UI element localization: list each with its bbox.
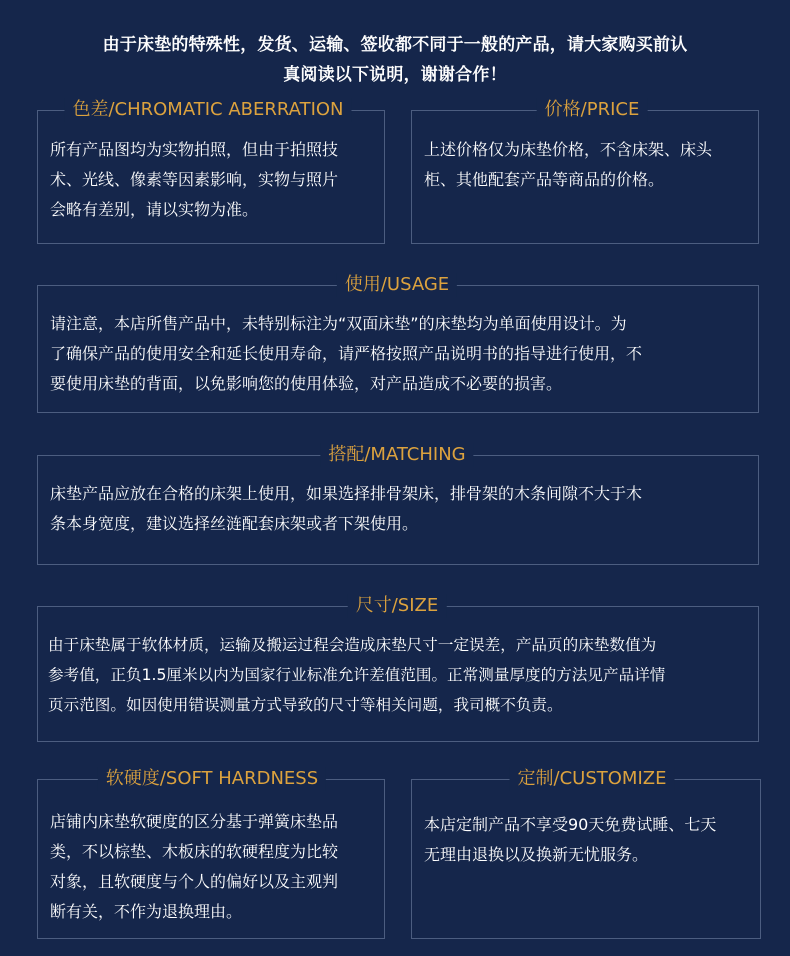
section-hardness — [37, 768, 385, 939]
section-body-usage — [50, 309, 750, 399]
section-title-chromatic: 色差/CHROMATIC ABERRATION — [64, 98, 351, 122]
section-size — [37, 595, 759, 742]
text-line: 了确保产品的使用安全和延长使用寿命，请严格按照产品说明书的指导进行使用，不 — [50, 344, 643, 363]
text-line: 所有产品图均为实物拍照，但由于拍照技 — [50, 140, 339, 159]
section-title-price: 价格/PRICE — [537, 98, 648, 122]
text-line: 本店定制产品不享受90天免费试睡、七天 — [424, 815, 717, 834]
text-line: 无理由退换以及换新无忧服务。 — [424, 845, 649, 864]
text-line: 断有关，不作为退换理由。 — [50, 902, 243, 921]
intro-line-2: 真阅读以下说明，谢谢合作！ — [283, 65, 507, 85]
text-line: 要使用床垫的背面，以免影响您的使用体验，对产品造成不必要的损害。 — [50, 374, 563, 393]
section-price — [411, 99, 759, 244]
text-line: 类，不以棕垫、木板床的软硬程度为比较 — [50, 842, 339, 861]
section-title-hardness: 软硬度/SOFT HARDNESS — [98, 767, 326, 791]
section-body-price — [424, 135, 750, 195]
text-line: 店铺内床垫软硬度的区分基于弹簧床垫品 — [50, 812, 339, 831]
intro-notice — [0, 30, 790, 90]
section-matching — [37, 444, 759, 565]
text-line: 条本身宽度，建议选择丝涟配套床架或者下架使用。 — [50, 514, 419, 533]
text-line: 对象，且软硬度与个人的偏好以及主观判 — [50, 872, 339, 891]
section-chromatic — [37, 99, 385, 244]
text-line: 床垫产品应放在合格的床架上使用，如果选择排骨架床，排骨架的木条间隙不大于木 — [50, 484, 643, 503]
section-usage — [37, 274, 759, 413]
intro-line-1: 由于床垫的特殊性，发货、运输、签收都不同于一般的产品，请大家购买前认 — [102, 35, 688, 55]
section-body-customize — [424, 810, 752, 870]
section-title-customize: 定制/CUSTOMIZE — [510, 767, 675, 791]
text-line: 页示范图。如因使用错误测量方式导致的尺寸等相关问题，我司概不负责。 — [48, 696, 563, 714]
text-line: 上述价格仅为床垫价格，不含床架、床头 — [424, 140, 713, 159]
section-body-matching — [50, 479, 750, 539]
section-body-chromatic — [50, 135, 376, 225]
section-title-usage: 使用/USAGE — [337, 273, 457, 297]
text-line: 由于床垫属于软体材质，运输及搬运过程会造成床垫尺寸一定误差，产品页的床垫数值为 — [48, 636, 657, 654]
section-title-matching: 搭配/MATCHING — [320, 443, 473, 467]
text-line: 柜、其他配套产品等商品的价格。 — [424, 170, 665, 189]
text-line: 请注意，本店所售产品中，未特别标注为“双面床垫”的床垫均为单面使用设计。为 — [50, 314, 627, 333]
section-body-hardness — [50, 807, 376, 927]
text-line: 参考值，正负1.5厘米以内为国家行业标准允许差值范围。正常测量厚度的方法见产品详情 — [48, 666, 666, 684]
text-line: 会略有差别，请以实物为准。 — [50, 200, 259, 219]
section-title-size: 尺寸/SIZE — [348, 594, 447, 618]
section-customize — [411, 768, 761, 939]
text-line: 术、光线、像素等因素影响，实物与照片 — [50, 170, 339, 189]
section-body-size — [48, 630, 754, 720]
